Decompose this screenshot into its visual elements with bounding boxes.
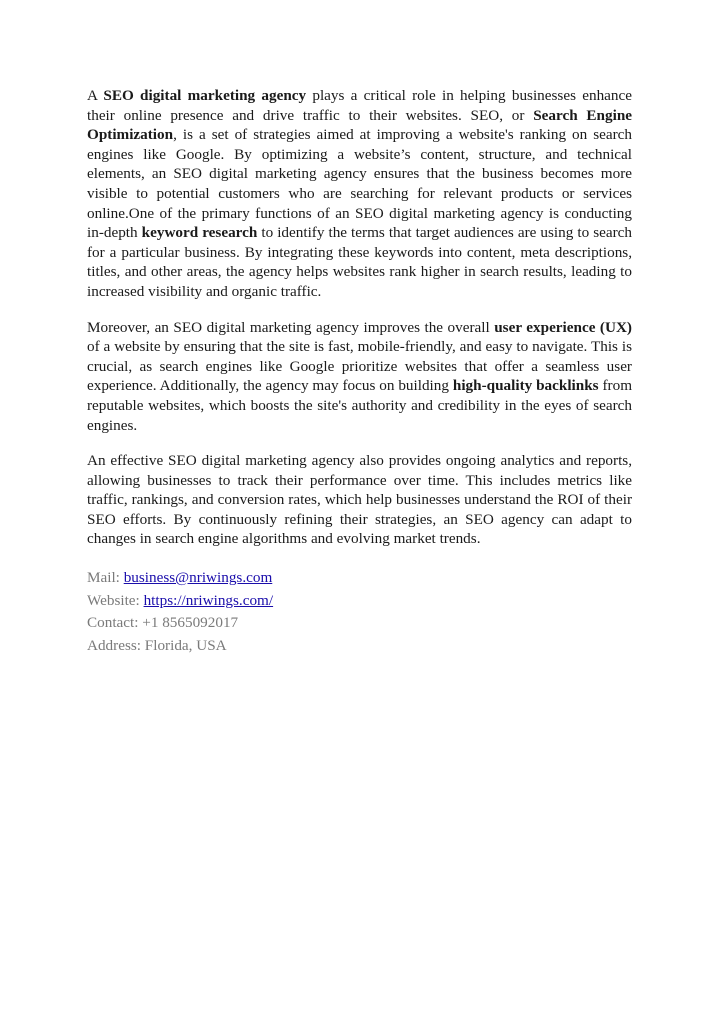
paragraph-1 (87, 86, 632, 302)
text-run: Moreover, an SEO digital marketing agency improves the overall (87, 318, 495, 336)
text-run: An effective SEO digital marketing agency also provides ongoing analytics and reports, allowing businesses to track their performance over time. This includes metrics like traffic, rankings, and conversion rates, which help businesses understand the ROI of their SEO efforts. By continuously refining their strategies, an SEO agency can adapt to changes in search engine algorithms and evolving market trends. (87, 452, 632, 548)
document-page (87, 86, 632, 657)
bold-phrase: keyword research (141, 224, 258, 242)
phone-line: Contact: +1 8565092017 (87, 614, 239, 632)
mail-label: Mail: (87, 569, 124, 587)
text-run: plays a critical role in helping businesses enhance their online presence and drive traffic to their websites. SEO, or (87, 87, 632, 124)
text-run: to identify the terms that target audiences are using to search for a particular business. By integrating these keywords into content, meta descriptions, titles, and other areas, the agency helps websites rank higher in search results, leading to increased visibility and organic traffic. (87, 224, 633, 300)
website-label: Website: (87, 591, 144, 609)
text-run: A (87, 87, 104, 104)
bold-phrase: high-quality backlinks (452, 377, 599, 395)
paragraph-3 (87, 451, 632, 549)
mail-line (87, 567, 632, 590)
text-run: , is a set of strategies aimed at improving a website's ranking on search engines like Google. By optimizing a website’s content, structure, and technical elements, an SEO digital marketing agency ensures that the business becomes more visible to potential customers who are searching for relevant products or services online.One of the primary functions of an SEO digital marketing agency is conducting in-depth (87, 126, 632, 242)
website-link[interactable]: https://nriwings.com/ (143, 591, 274, 609)
bold-phrase: SEO digital marketing agency (103, 87, 307, 104)
website-line (87, 590, 632, 613)
bold-phrase: user experience (UX) (494, 318, 632, 336)
text-run: of a website by ensuring that the site is fast, mobile-friendly, and easy to navigate. This is crucial, as search engines like Google prioritize websites that offer a seamless user experience. Additionally, the agency may focus on building (87, 338, 632, 395)
text-run: from reputable websites, which boosts the site's authority and credibility in the eyes of search engines. (87, 377, 633, 434)
bold-phrase: Search Engine Optimization (87, 106, 633, 144)
body-text (87, 86, 632, 549)
mail-link[interactable]: business@nriwings.com (123, 569, 273, 587)
paragraph-2 (87, 318, 632, 436)
contact-block (87, 567, 632, 657)
address-line: Address: Florida, USA (87, 636, 227, 654)
